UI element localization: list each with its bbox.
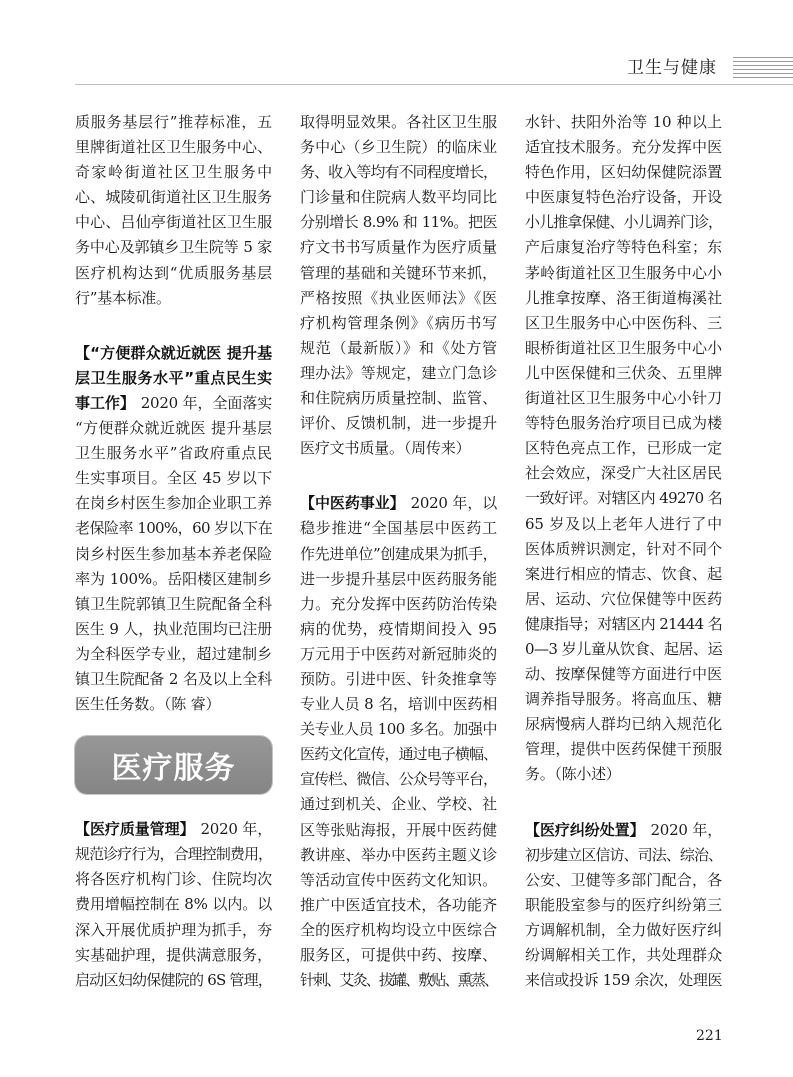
text-line: 预防。引进中医、针灸推拿等 bbox=[300, 669, 497, 688]
text-line: 产后康复治疗等特色科室；东 bbox=[525, 238, 722, 257]
text-line: 进一步提升基层中医药服务能 bbox=[300, 569, 497, 588]
text-line: 一致好评。对辖区内 49270 名 bbox=[525, 489, 722, 508]
text-line: 稳步推进“全国基层中医药工 bbox=[300, 519, 497, 538]
text-line: 街道社区卫生服务中心小针刀 bbox=[525, 389, 722, 408]
text-line: 万元用于中医药对新冠肺炎的 bbox=[300, 644, 497, 663]
entry-text: 2020 年， bbox=[200, 820, 273, 839]
entry-heading: 层卫生服务水平”重点民生实 bbox=[75, 368, 272, 387]
text-line: 通过到机关、企业、学校、社 bbox=[300, 795, 497, 814]
text-line bbox=[75, 366, 272, 391]
text-line bbox=[300, 491, 497, 516]
text-line: 针刺、艾灸、拔罐、敷贴、熏蒸、 bbox=[300, 971, 497, 990]
text-line: 小儿推拿保健、小儿调养门诊， bbox=[525, 213, 722, 232]
text-line: 评价、反馈机制，进一步提升 bbox=[300, 414, 497, 433]
text-line: 取得明显效果。各社区卫生服 bbox=[300, 113, 497, 131]
text-line: 医药文化宣传，通过电子横幅、 bbox=[300, 745, 497, 764]
text-line: 深入开展优质护理为抓手，夯 bbox=[75, 920, 272, 939]
text-line: 行”基本标准。 bbox=[75, 288, 171, 307]
text-line: 镇卫生院郭镇卫生院配备全科 bbox=[75, 594, 272, 613]
text-line: 居、运动、穴位保健等中医药 bbox=[525, 589, 722, 608]
text-line: 理办法》等规定，建立门急诊 bbox=[300, 363, 497, 382]
text-line: 门诊量和住院病人数平均同比 bbox=[300, 188, 497, 207]
text-line: 中医康复特色治疗设备，开设 bbox=[525, 188, 722, 207]
text-line: 特色作用，区妇幼保健院添置 bbox=[525, 163, 722, 182]
paragraph bbox=[75, 341, 272, 717]
entry-text: 2020 年，全面落实 bbox=[140, 393, 273, 412]
running-header-title: 卫生与健康 bbox=[627, 58, 717, 78]
paragraph bbox=[300, 110, 497, 461]
text-line: 规范（最新版）》和《处方管 bbox=[300, 338, 497, 357]
text-line: 区卫生服务中心中医伤科、三 bbox=[525, 313, 722, 332]
text-line: 管理，提供中医药保健干预服 bbox=[525, 740, 722, 759]
text-line: 管理的基础和关键环节来抓， bbox=[300, 263, 497, 282]
paragraph bbox=[300, 491, 497, 993]
text-line: 务中心及郭镇乡卫生院等 5 家 bbox=[75, 238, 272, 257]
text-line: 案进行相应的情志、饮食、起 bbox=[525, 564, 722, 583]
text-line: 等活动宣传中医药文化知识。 bbox=[300, 870, 497, 889]
text-line: 来信或投诉 159 余次，处理医 bbox=[525, 971, 722, 990]
text-line bbox=[75, 391, 272, 416]
text-line: 关专业人员 100 多名。加强中 bbox=[300, 720, 497, 739]
entry-text: 2020 年，以 bbox=[410, 494, 498, 513]
text-line: 眼桥街道社区卫生服务中心小 bbox=[525, 338, 722, 357]
text-column bbox=[300, 110, 497, 993]
text-line: 作先进单位”创建成果为抓手， bbox=[300, 544, 497, 563]
text-line: 尿病慢病人群均已纳入规范化 bbox=[525, 715, 722, 734]
text-line: 规范诊疗行为，合理控制费用， bbox=[75, 845, 272, 864]
text-line: 儿中医保健和三伏灸、五里牌 bbox=[525, 363, 722, 382]
text-line: 费用增幅控制在 8% 以内。以 bbox=[75, 895, 272, 914]
text-line: 健康指导；对辖区内 21444 名 bbox=[525, 614, 722, 633]
text-line bbox=[525, 818, 722, 843]
section-heading-box bbox=[75, 736, 272, 794]
text-line: 医生任务数。（陈 睿） bbox=[75, 695, 221, 714]
text-line: 老保险率 100%，60 岁以下在 bbox=[75, 519, 272, 538]
text-line: 推广中医适宜技术，各功能齐 bbox=[300, 895, 497, 914]
text-line: 镇卫生院配备 2 名及以上全科 bbox=[75, 669, 272, 688]
text-line: 公安、卫健等多部门配合，各 bbox=[525, 870, 722, 889]
text-line: 中心、吕仙亭街道社区卫生服 bbox=[75, 213, 272, 232]
text-line: 宣传栏、微信、公众号等平台， bbox=[300, 770, 497, 789]
text-line: 区等张贴海报，开展中医药健 bbox=[300, 820, 497, 839]
text-line: 在岗乡村医生参加企业职工养 bbox=[75, 494, 272, 513]
text-column bbox=[75, 110, 272, 993]
text-line: 动、按摩保健等方面进行中医 bbox=[525, 665, 722, 684]
text-line: 力。充分发挥中医药防治传染 bbox=[300, 594, 497, 613]
text-line: 适宜技术服务。充分发挥中医 bbox=[525, 138, 722, 157]
paragraph bbox=[525, 110, 722, 788]
text-line: 调养指导服务。将高血压、糖 bbox=[525, 690, 722, 709]
text-line: 实基础护理，提供满意服务， bbox=[75, 945, 272, 964]
paragraph bbox=[75, 110, 272, 311]
text-line: 启动区妇幼保健院的 6S 管理， bbox=[75, 970, 272, 989]
text-line: 茅岭街道社区卫生服务中心小 bbox=[525, 263, 722, 282]
paragraph bbox=[75, 817, 272, 993]
entry-heading: 【医疗纠纷处置】 bbox=[525, 820, 645, 839]
text-line: 务。（陈小述） bbox=[525, 765, 621, 784]
text-line: 为全科医学专业，超过建制乡 bbox=[75, 644, 272, 663]
header-rule bbox=[75, 84, 793, 85]
text-line: 医生 9 人，执业范围均已注册 bbox=[75, 619, 272, 638]
text-line: 职能股室参与的医疗纠纷第三 bbox=[525, 895, 722, 914]
text-line: 0—3 岁儿童从饮食、起居、运 bbox=[525, 639, 722, 658]
text-line: 医疗文书质量。（周传来） bbox=[300, 439, 471, 458]
text-line: 务中心（乡卫生院）的临床业 bbox=[300, 138, 497, 157]
text-line: 初步建立区信访、司法、综治、 bbox=[525, 845, 722, 864]
text-line: 和住院病历质量控制、监管、 bbox=[300, 389, 497, 408]
text-line: 务、收入等均有不同程度增长， bbox=[300, 163, 497, 182]
text-line: 教讲座、举办中医药主题义诊 bbox=[300, 845, 497, 864]
text-line: 等特色服务治疗项目已成为楼 bbox=[525, 414, 722, 433]
text-line: 质服务基层行”推荐标准，五 bbox=[75, 113, 272, 131]
page-number: 221 bbox=[696, 1028, 723, 1044]
text-line: 卫生服务水平”省政府重点民 bbox=[75, 444, 272, 463]
text-line: “方便群众就近就医 提升基层 bbox=[75, 419, 272, 438]
text-line: 将各医疗机构门诊、住院均次 bbox=[75, 870, 272, 889]
text-line: 65 岁及以上老年人进行了中 bbox=[525, 514, 722, 533]
entry-heading: 事工作】 bbox=[75, 393, 135, 412]
text-column bbox=[525, 110, 722, 993]
text-line: 疗机构管理条例》《病历书写 bbox=[300, 313, 497, 332]
text-line: 生实事项目。全区 45 岁以下 bbox=[75, 469, 272, 488]
text-line: 病的优势，疫情期间投入 95 bbox=[300, 619, 497, 638]
entry-heading: 【医疗质量管理】 bbox=[75, 820, 195, 839]
text-line: 社会效应，深受广大社区居民 bbox=[525, 464, 722, 483]
text-line: 率为 100%。岳阳楼区建制乡 bbox=[75, 569, 272, 588]
header-stripe-decoration bbox=[733, 57, 793, 80]
text-line: 严格按照《执业医师法》《医 bbox=[300, 288, 497, 307]
text-line: 医疗机构达到“优质服务基层 bbox=[75, 263, 272, 282]
text-line: 医体质辨识测定，针对不同个 bbox=[525, 539, 722, 558]
text-line: 区特色亮点工作，已形成一定 bbox=[525, 439, 722, 458]
entry-text: 2020 年， bbox=[650, 820, 723, 839]
section-heading: 医疗服务 bbox=[111, 751, 236, 787]
text-line: 分别增长 8.9% 和 11%。把医 bbox=[300, 213, 497, 232]
text-line bbox=[75, 817, 272, 842]
text-line: 里牌街道社区卫生服务中心、 bbox=[75, 138, 272, 157]
text-line: 方调解机制，全力做好医疗纠 bbox=[525, 920, 722, 939]
text-line: 疗文书书写质量作为医疗质量 bbox=[300, 238, 497, 257]
entry-heading: 【中医药事业】 bbox=[300, 494, 405, 513]
text-line: 专业人员 8 名，培训中医药相 bbox=[300, 695, 497, 714]
text-line: 岗乡村医生参加基本养老保险 bbox=[75, 544, 272, 563]
text-line: 水针、扶阳外治等 10 种以上 bbox=[525, 113, 722, 131]
text-line: 服务区，可提供中药、按摩、 bbox=[300, 946, 497, 964]
text-line bbox=[75, 341, 272, 366]
paragraph bbox=[525, 818, 722, 994]
text-line: 儿推拿按摩、洛王街道梅溪社 bbox=[525, 288, 722, 307]
text-line: 全的医疗机构均设立中医综合 bbox=[300, 920, 497, 939]
text-line: 心、城陵矶街道社区卫生服务 bbox=[75, 188, 272, 207]
text-line: 奇家岭街道社区卫生服务中 bbox=[75, 163, 272, 182]
text-line: 纷调解相关工作，共处理群众 bbox=[525, 946, 722, 964]
entry-heading: 【“方便群众就近就医 提升基 bbox=[75, 343, 272, 362]
